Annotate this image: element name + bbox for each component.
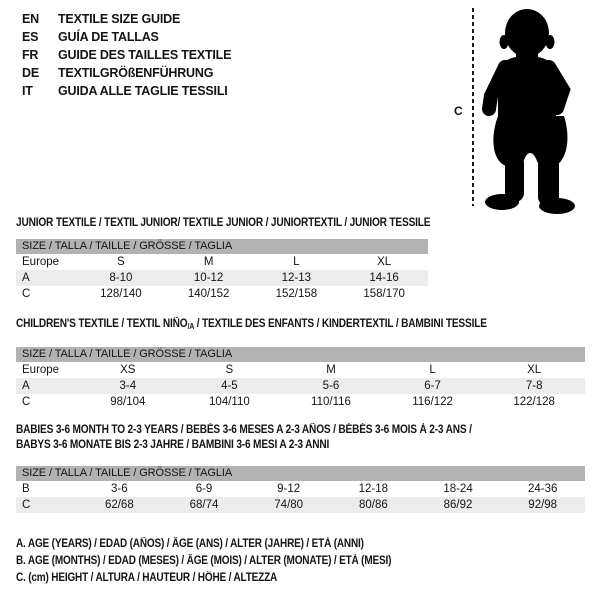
table-row-europe	[16, 254, 428, 270]
height-measure-label: C	[454, 104, 463, 118]
size-cell: 128/140	[100, 288, 142, 300]
size-cell: 116/122	[412, 396, 453, 408]
language-code: FR	[22, 48, 39, 62]
size-cell: 12-13	[281, 272, 312, 284]
size-cell: 68/74	[189, 499, 219, 511]
size-cell: 18-24	[443, 483, 473, 495]
junior-table-title: JUNIOR TEXTILE / TEXTIL JUNIOR/ TEXTILE JUNIOR / JUNIORTEXTIL / JUNIOR TESSILE	[16, 217, 431, 229]
size-cell: 7-8	[525, 380, 543, 392]
size-cell: 10-12	[193, 272, 224, 284]
size-cell: 74/80	[274, 499, 304, 511]
legend-line-b: B. AGE (MONTHS) / EDAD (MESES) / ÂGE (MOIS) / ALTER (MONATE) / ETÀ (MESI)	[16, 555, 392, 567]
babies-table-title	[16, 423, 472, 453]
language-row-it	[22, 82, 231, 100]
height-measure-dashed-line	[472, 8, 474, 206]
table-row-a	[16, 378, 585, 394]
size-cell: 5-6	[322, 380, 340, 392]
size-cell: 8-10	[109, 272, 133, 284]
title-part: CHILDREN'S TEXTILE / TEXTIL NIÑO	[16, 318, 188, 330]
size-cell: 158/170	[363, 288, 405, 300]
language-row-es	[22, 28, 231, 46]
size-cell: 80/86	[358, 499, 388, 511]
language-label: GUIDA ALLE TAGLIE TESSILI	[58, 84, 228, 98]
size-cell: XL	[527, 364, 542, 376]
size-cell: 104/110	[209, 396, 250, 408]
size-cell: S	[117, 256, 125, 268]
size-cell: S	[225, 364, 234, 376]
measurement-legend	[16, 536, 447, 587]
language-code: ES	[22, 30, 39, 44]
size-cell: 3-6	[111, 483, 128, 495]
babies-size-table	[16, 466, 585, 513]
size-cell: 6-7	[424, 380, 441, 392]
size-cell: 3-4	[119, 380, 137, 392]
size-header-bar: SIZE / TALLA / TAILLE / GRÖSSE / TAGLIA	[16, 347, 585, 362]
row-label: Europe	[22, 364, 60, 376]
babies-title-line2: BABYS 3-6 MONATE BIS 2-3 JAHRE / BAMBINI 3-6 MESI A 2-3 ANNI	[16, 439, 330, 451]
junior-size-table	[16, 239, 428, 302]
language-code: IT	[22, 84, 33, 98]
language-code: DE	[22, 66, 39, 80]
legend-line-c: C. (cm) HEIGHT / ALTURA / HAUTEUR / HÖHE / ALTEZZA	[16, 572, 278, 584]
table-rows	[16, 481, 585, 513]
row-label: A	[22, 272, 30, 284]
table-rows	[16, 362, 585, 410]
size-cell: 62/68	[104, 499, 134, 511]
language-row-en	[22, 10, 231, 28]
size-cell: 86/92	[443, 499, 473, 511]
row-label: B	[22, 483, 30, 495]
table-row-a	[16, 270, 428, 286]
legend-line-a: A. AGE (YEARS) / EDAD (AÑOS) / ÂGE (ANS) / ALTER (JAHRE) / ETÀ (ANNI)	[16, 538, 364, 550]
size-cell: 110/116	[311, 396, 351, 408]
size-cell: 24-36	[527, 483, 558, 495]
size-cell: XL	[377, 256, 392, 268]
size-cell: 14-16	[369, 272, 399, 284]
row-label: A	[22, 380, 30, 392]
size-cell: 92/98	[528, 499, 558, 511]
language-row-de	[22, 64, 231, 82]
children-size-table	[16, 347, 585, 410]
size-cell: L	[293, 256, 300, 268]
size-cell: 152/158	[275, 288, 318, 300]
row-label: Europe	[22, 256, 60, 268]
row-label: C	[22, 288, 31, 300]
size-header-bar: SIZE / TALLA / TAILLE / GRÖSSE / TAGLIA	[16, 239, 428, 254]
size-cell: 9-12	[277, 483, 301, 495]
language-label: TEXTILGRÖßENFÜHRUNG	[58, 66, 214, 80]
table-row-europe	[16, 362, 585, 378]
language-header	[22, 10, 231, 100]
table-row-c	[16, 497, 585, 513]
size-cell: 98/104	[110, 396, 146, 408]
size-cell: XS	[120, 364, 136, 376]
children-table-title	[16, 317, 487, 334]
language-code: EN	[22, 12, 39, 26]
table-row-c	[16, 286, 428, 302]
language-label: GUIDE DES TAILLES TEXTILE	[58, 48, 232, 62]
size-cell: 12-18	[358, 483, 389, 495]
size-cell: M	[326, 364, 336, 376]
table-rows	[16, 254, 428, 302]
size-cell: 122/128	[513, 396, 555, 408]
row-label: C	[22, 396, 31, 408]
size-header-bar: SIZE / TALLA / TAILLE / GRÖSSE / TAGLIA	[16, 466, 585, 481]
size-cell: M	[203, 256, 214, 268]
title-subscript: /A	[187, 322, 195, 331]
table-row-b	[16, 481, 585, 497]
language-row-fr	[22, 46, 231, 64]
language-label: GUÍA DE TALLAS	[58, 30, 159, 44]
language-label: TEXTILE SIZE GUIDE	[58, 12, 181, 26]
size-cell: 4-5	[221, 380, 238, 392]
toddler-silhouette-icon	[478, 4, 596, 214]
table-row-c	[16, 394, 585, 410]
size-cell: L	[429, 364, 436, 376]
row-label: C	[22, 499, 31, 511]
babies-title-line1: BABIES 3-6 MONTH TO 2-3 YEARS / BEBÉS 3-6 MESES A 2-3 AÑOS / BÉBÉS 3-6 MOIS À 2-3 ANS /	[16, 424, 472, 436]
size-cell: 6-9	[195, 483, 213, 495]
size-cell: 140/152	[187, 288, 230, 300]
title-part: / TEXTILE DES ENFANTS / KINDERTEXTIL / BAMBINI TESSILE	[194, 318, 487, 330]
